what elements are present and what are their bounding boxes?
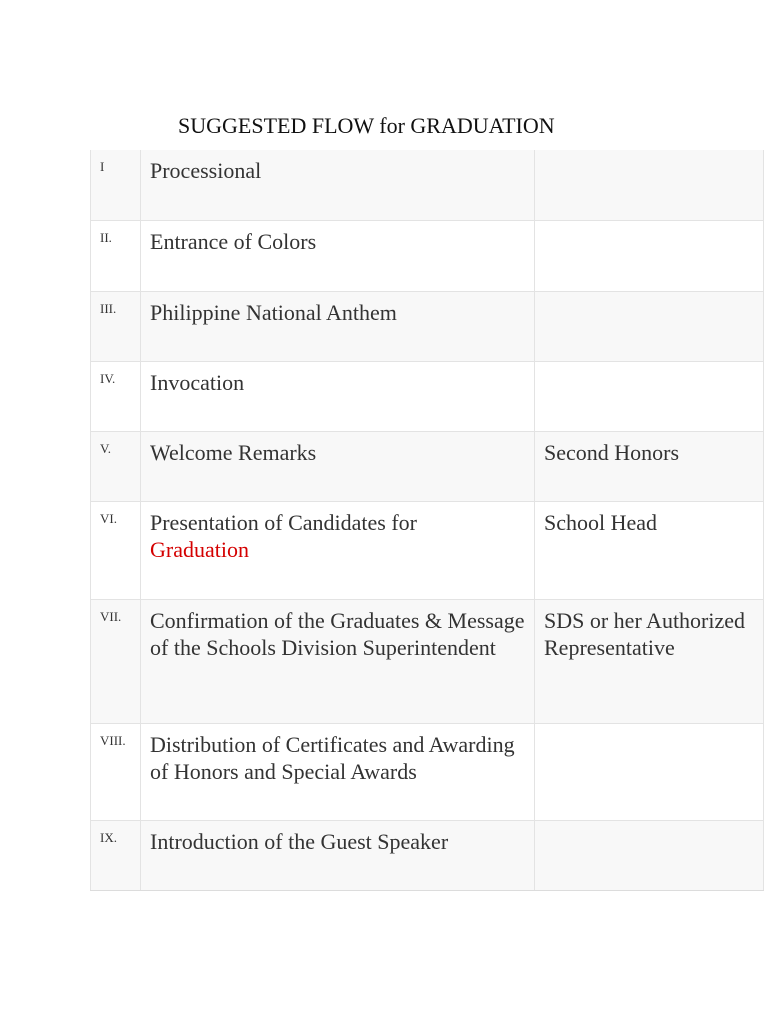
program-item-cell — [141, 723, 535, 820]
program-flow-table — [90, 150, 764, 891]
row-number-cell — [91, 291, 141, 361]
row-number: V. — [100, 440, 111, 456]
row-number-cell — [91, 431, 141, 501]
assigned-person: Second Honors — [544, 439, 680, 465]
row-number: II. — [100, 229, 112, 245]
program-item — [141, 502, 534, 563]
assigned-person-cell — [535, 501, 764, 599]
assigned-person — [535, 150, 763, 157]
assigned-person-cell — [535, 431, 764, 501]
row-number-cell — [91, 723, 141, 820]
program-item: Philippine National Anthem — [150, 299, 397, 325]
table-row — [91, 150, 764, 220]
program-item-cell — [141, 361, 535, 431]
table-row — [91, 820, 764, 890]
program-item: Welcome Remarks — [150, 439, 317, 465]
assigned-person-cell — [535, 723, 764, 820]
program-item-cell — [141, 820, 535, 890]
row-number: VI. — [100, 510, 117, 526]
row-number-cell — [91, 820, 141, 890]
assigned-person: School Head — [544, 509, 658, 535]
assigned-person-cell — [535, 291, 764, 361]
table-row — [91, 220, 764, 291]
assigned-person — [535, 821, 763, 828]
program-item-text: Presentation of Candidates for — [150, 509, 417, 535]
assigned-person — [535, 724, 763, 731]
program-item: Processional — [150, 158, 262, 183]
table-row — [91, 291, 764, 361]
row-number: VII. — [100, 608, 122, 624]
row-number-cell — [91, 220, 141, 291]
assigned-person — [535, 221, 763, 228]
program-item-cell — [141, 220, 535, 291]
row-number: IX. — [100, 829, 117, 845]
assigned-person-cell — [535, 599, 764, 723]
program-item: Entrance of Colors — [150, 228, 317, 254]
table-row — [91, 431, 764, 501]
program-item: Distribution of Certificates and Awarding of Honors and Special Awards — [150, 731, 515, 784]
row-number-cell — [91, 150, 141, 220]
row-number: III. — [100, 300, 117, 316]
assigned-person — [535, 362, 763, 369]
program-item-cell — [141, 599, 535, 723]
table-row — [91, 599, 764, 723]
table-row — [91, 361, 764, 431]
program-item-cell — [141, 291, 535, 361]
row-number: I — [100, 159, 105, 174]
program-item: Invocation — [150, 369, 245, 395]
table-row — [91, 501, 764, 599]
assigned-person-cell — [535, 361, 764, 431]
assigned-person-cell — [535, 220, 764, 291]
program-item: Confirmation of the Graduates & Message of the Schools Division Superintendent — [150, 607, 525, 660]
program-item-cell — [141, 431, 535, 501]
row-number: IV. — [100, 370, 116, 386]
program-item-cell — [141, 150, 535, 220]
program-item-highlight: Graduation — [150, 536, 249, 562]
page-title: SUGGESTED FLOW for GRADUATION — [178, 113, 555, 138]
assigned-person-cell — [535, 150, 764, 220]
program-item-cell — [141, 501, 535, 599]
assigned-person: SDS or her Authorized Representative — [544, 607, 746, 660]
assigned-person-cell — [535, 820, 764, 890]
row-number: VIII. — [100, 732, 126, 748]
row-number-cell — [91, 501, 141, 599]
row-number-cell — [91, 361, 141, 431]
row-number-cell — [91, 599, 141, 723]
table-row — [91, 723, 764, 820]
assigned-person — [535, 292, 763, 299]
program-item: Introduction of the Guest Speaker — [150, 828, 449, 854]
